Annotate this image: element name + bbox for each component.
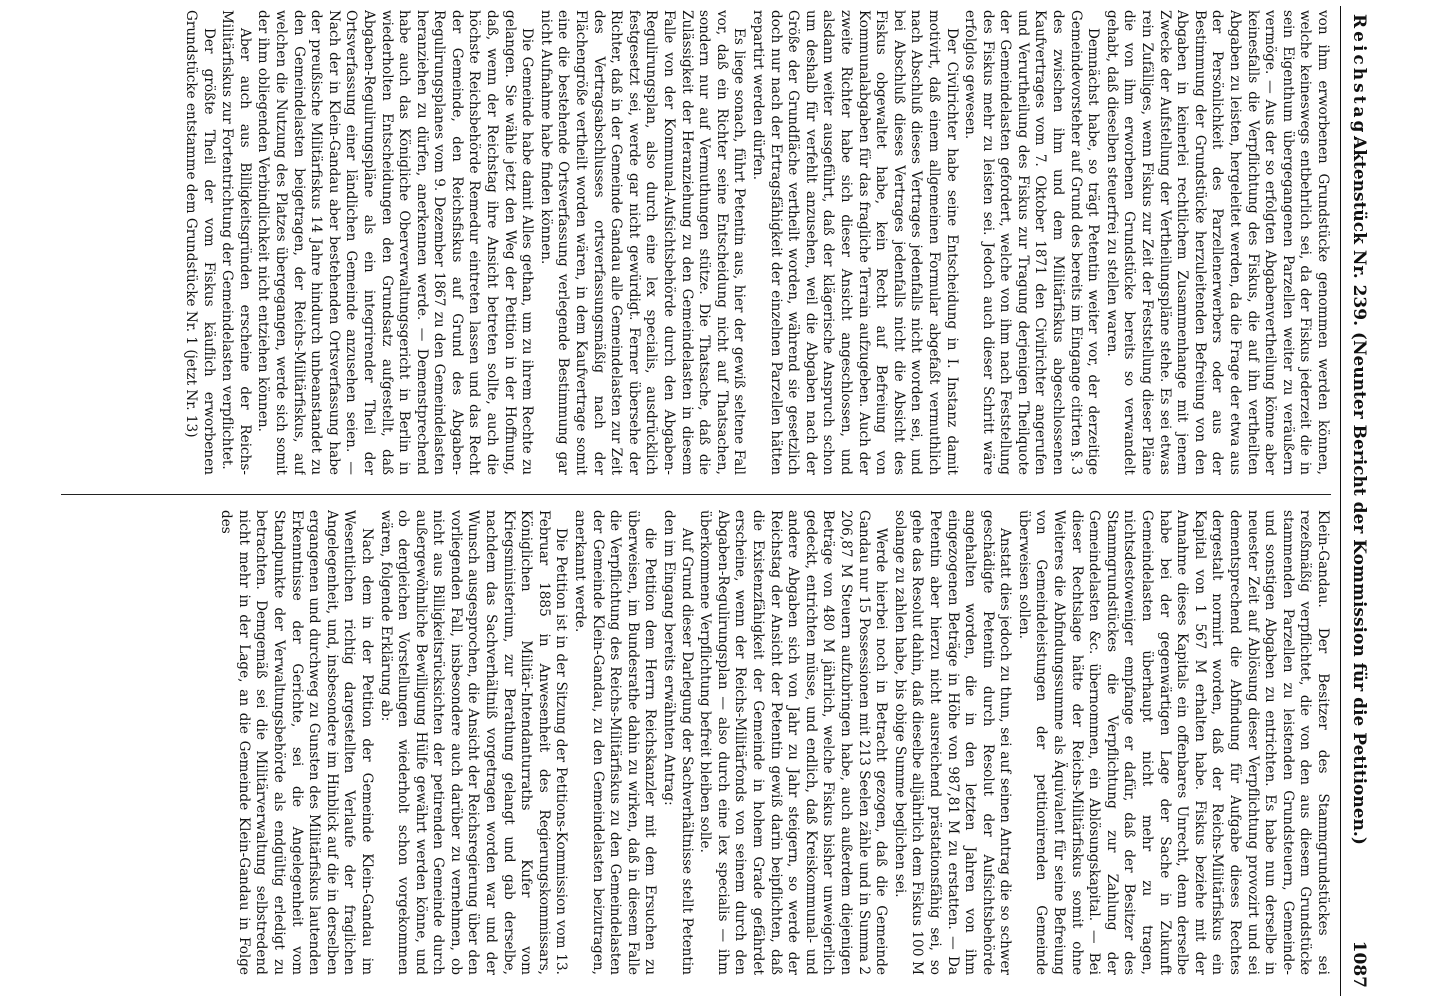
paragraph: Es liege sonach, führt Petentin aus, hier der gewiß seltene Fall vor, daß ein Richter seine Entscheidung nicht auf Thatsachen, sondern nur auf Vermuthungen stütze. Die Thatsache, daß die Zulässigkeit der Heranziehung zu den Gemeindelasten in diesem Falle von der Kommunal-Aufsichtsbehörde durch den Abgaben-Regulirungsplan, also durch eine lex specialis, ausdrücklich festgesetzt sei, werde gar nicht gewürdigt. Ferner übersehe der Richter, daß in der Gemeinde Gandau alle Gemeindelasten zur Zeit des Vertragsabschlusses ortsverfassungsmäßig nach der Flächengröße vertheilt worden wären, in dem Kaufvertrage somit eine die bestehende Ortsverfassung verlegende Bestimmung gar nicht Aufnahme habe finden können. bbox=[537, 10, 748, 475]
paragraph: von ihm erworbenen Grundstücke genommen werden können, welche keineswegs entbehrlich sei, da der Fiskus jederzeit die in sein Eigenthum übergegangenen Parzellen weiter zu veräußern vermöge. — Aus der so erfolgten Abgabenvertheilung könne aber keinesfalls die Verpflichtung des Fiskus, die auf ihn vertheilten Abgaben zu leisten, hergeleitet werden, da die Frage der etwa aus der Persönlichkeit des Parzellenerwerbers oder aus der Bestimmung der Grundstücke herzuleitenden Befreiung von den Abgaben in keinerlei rechtlichem Zusammenhange mit jenem Zwecke der Aufstellung der Vertheilungspläne stehe. Es sei etwas rein Zufälliges, wenn Fiskus zur Zeit der Feststellung dieser Pläne die von ihm erworbenen Grundstücke bereits so verwandelt gehabt, daß dieselben steuerfrei zu stellen waren. bbox=[1103, 10, 1331, 475]
paragraph: Anstatt dies jedoch zu thun, sei auf seinen Antrag die so schwer geschädigte Petentin durch Resolut der Aufsichtsbehörde angehalten worden, die in den letzten Jahren von ihm eingezogenen Beträge in Höhe von 987,81 M zu erstatten. — Da Petentin aber hierzu nicht ausreichend prästationsfähig sei, so gehe das Resolut dahin, daß dieselbe alljährlich dem Fiskus 100 M solange zu zahlen habe, bis obige Summe beglichen sei. bbox=[891, 510, 1014, 975]
paragraph: Werde hierbei noch in Betracht gezogen, daß die Gemeinde Gandau nur 15 Possessionen mit 213 Seelen zähle und in Summa 2 206,87 M Steuern aufzubringen habe, auch außerdem diejenigen Beträge von 480 M jährlich, welche Fiskus bisher unweigerlich gedeckt, entrichten müsse, und endlich, daß Kreiskommunal- und andere Abgaben sich von Jahr zu Jahr steigern, so werde der Reichstag der Ansicht der Petentin gewiß darin beipflichten, daß die Existenzfähigkeit der Gemeinde in hohem Grade gefährdet erscheine, wenn der Reichs-Militärfonds von seinem durch den Abgaben-Regulirungsplan — also durch eine lex specialis — ihm überkommene Verpflichtung befreit bleiben solle. bbox=[697, 510, 890, 975]
paragraph: Der Civilrichter habe seine Entscheidung in I. Instanz damit motivirt, daß einem allgemeinen Formular abgefaßt vermuthlich nach Abschluß dieses Vertrages jedenfalls nicht worden sei, und bei Abschluß dieses Vertrages jedenfalls nicht die Absicht des Fiskus obgewaltet habe, kein Recht auf Befreiung von Kommunalabgaben für das fragliche Terrain aufzugeben. Auch der zweite Richter habe sich dieser Ansicht angeschlossen, und alsdann weiter ausgeführt, daß der klägerische Anspruch schon um deshalb für verfehlt anzusehen, weil die Abgaben nach der Größe der Grundfläche vertheilt worden, während sie gesetzlich doch nur nach der Ertragsfähigkeit der einzelnen Parzellen hätten repartirt werden dürfen. bbox=[750, 10, 960, 475]
header-left: Reichstag. bbox=[1349, 14, 1369, 145]
paragraph: Aber auch aus Billigkeitsgründen erscheine der Reichs-Militärfiskus zur Fortentrichtung der Gemeindelasten verpflichtet. bbox=[219, 10, 253, 475]
rotated-page bbox=[48, 6, 1383, 996]
column-right bbox=[61, 510, 1331, 975]
column-left bbox=[61, 10, 1331, 475]
digitization-stamp bbox=[1392, 0, 1432, 1000]
paragraph: Auf Grund dieser Darlegung der Sachverhältnisse stellt Petentin den im Eingang bereits erwähnten Antrag: bbox=[661, 510, 695, 975]
header-title: Aktenstück Nr. 239. (Neunter Bericht der Kommission für die Petitionen.) bbox=[1349, 136, 1369, 845]
paragraph: Demnächst habe, so trägt Petentin weiter vor, der derzeitige Gemeindevorsteher auf Grund des bereits im Eingange citirten §. 3 des zwischen ihm und dem Militärfiskus abgeschlossenen Kaufvertrages vom 7. Oktober 1871 den Civilrichter angerufen und Verurtheilung des Fiskus zur Tragung derjenigen Theilquote der Gemeindelasten gefordert, welche von ihm nach Feststellung des Fiskus mehr zu leisten sei. Jedoch auch dieser Schritt wäre erfolglos gewesen. bbox=[962, 10, 1102, 475]
running-header bbox=[1343, 6, 1383, 996]
paragraph: die Petition dem Herrn Reichskanzler mit dem Ersuchen zu überweisen, im Bundesrathe dahin zu wirken, daß in diesem Falle die Verpflichtung des Reichs-Militärfiskus zu den Gemeindelasten der Gemeinde Klein-Gandau, zu den Gemeindelasten beizutragen, anerkannt werde. bbox=[572, 510, 659, 975]
paragraph: Die Petition ist in der Sitzung der Petitions-Kommission vom 13. Februar 1885 in Anwesenheit des Regierungskommissars, Königlichen Militär-Intendanturraths Kufer vom Kriegsministerium, zur Berathung gelangt und gab derselbe, nachdem das Sachverhältniß vorgetragen worden war und der Wunsch ausgesprochen, die Ansicht der Reichsregierung über den vorliegenden Fall, insbesondere auch darüber zu vernehmen, ob nicht aus Billigkeitsrücksichten der petirenden Gemeinde durch außergewöhnliche Bewilligung Hülfe gewährt werden könne, und ob dergleichen Vorstellungen wiederholt schon vorgekommen wären, folgende Erklärung ab: bbox=[377, 510, 570, 975]
paragraph: Der größte Theil der vom Fiskus käuflich erworbenen Grundstücke entstamme dem Grundstücke Nr. 1 (jetzt Nr. 13) bbox=[183, 10, 217, 475]
page-number: 1087 bbox=[1349, 940, 1369, 988]
header-rule bbox=[1340, 6, 1341, 996]
paragraph: Die Gemeinde habe damit Alles gethan, um zu ihrem Rechte zu gelangen. Sie wähle jetzt den Weg der Petition in der Hoffnung, daß, wenn der Reichstag ihre Ansicht betreten sollte, auch die höchste Reichsbehörde Remedur eintreten lassen und das Recht der Gemeinde, den Reichsfiskus auf Grund des Abgaben-Regulirungsplanes vom 9. Dezember 1867 zu den Gemeindelasten heranziehen zu dürfen, anerkennen werde. — Demenstprechend habe auch das Königliche Oberverwaltungsgericht in Berlin in wiederholten Entscheidungen den Grundsatz aufgestellt, daß Abgaben-Regulirungspläne als ein integrirender Theil der Ortsverfassung einer ländlichen Gemeinde anzusehen seien. — Nach der in Klein-Gandau aber bestehenden Ortsverfassung habe der preußische Militärfiskus 14 Jahre hindurch unbeanstandet zu den Gemeindelasten beigetragen, der Reichs-Militärfiskus, auf welchen die Nutzung des Platzes übergegangen, werde sich somit der ihm obliegenden Verbindlichkeit nicht entziehen können. bbox=[255, 10, 536, 475]
paragraph: Nach dem in der Petition der Gemeinde Klein-Gandau im Wesentlichen richtig dargestellten Verlaufe der fraglichen Angelegenheit, und, insbesondere im Hinblick auf die in derselben ergangenen und durchweg zu Gunsten des Militärfiskus lautenden Erkenntnisse der Gerichte, sei die Angelegenheit vom Standpunkte der Verwaltungsbehörde als endgültig erledigt zu betrachten. Demgemäß sei die Militärverwaltung selbstredend nicht mehr in der Lage, an die Gemeinde Klein-Gandau in Folge des bbox=[218, 510, 375, 975]
paragraph: Klein-Gandau. Der Besitzer des Stammgrundstückes sei rezeßmäßig verpflichtet, die von den aus diesem Grundstücke stammenden Parzellen zu leistenden Grundsteuern, Gemeinde- und sonstigen Abgaben zu entrichten. Es habe nun derselbe in neuester Zeit auf Ablösung dieser Verpflichtung provozirt und sei dementsprechend die Abfindung für Aufgabe dieses Rechtes dergestalt normirt worden, daß der Reichs-Militärfiskus ein Kapital von 1 567 M erhalten habe. Fiskus beziehe mit der Annahme dieses Kapitals ein offenbares Unrecht, denn derselbe habe bei der gegenwärtigen Lage der Sache in Zukunft Gemeindelasten überhaupt nicht mehr zu tragen, nichtsdestoweniger empfange er dafür, daß der Besitzer des Stammgrundstückes die Verpflichtung zur Zahlung der Gemeindelasten &c. übernommen, ein Ablösungskapital. — Bei dieser Rechtslage hätte der Reichs-Militärfiskus somit ohne Weiteres die Abfindungssumme als Äquivalent für seine Befreiung von Gemeindeleistungen der petitionirenden Gemeinde überweisen sollen. bbox=[1015, 510, 1331, 975]
column-divider bbox=[61, 494, 1331, 495]
